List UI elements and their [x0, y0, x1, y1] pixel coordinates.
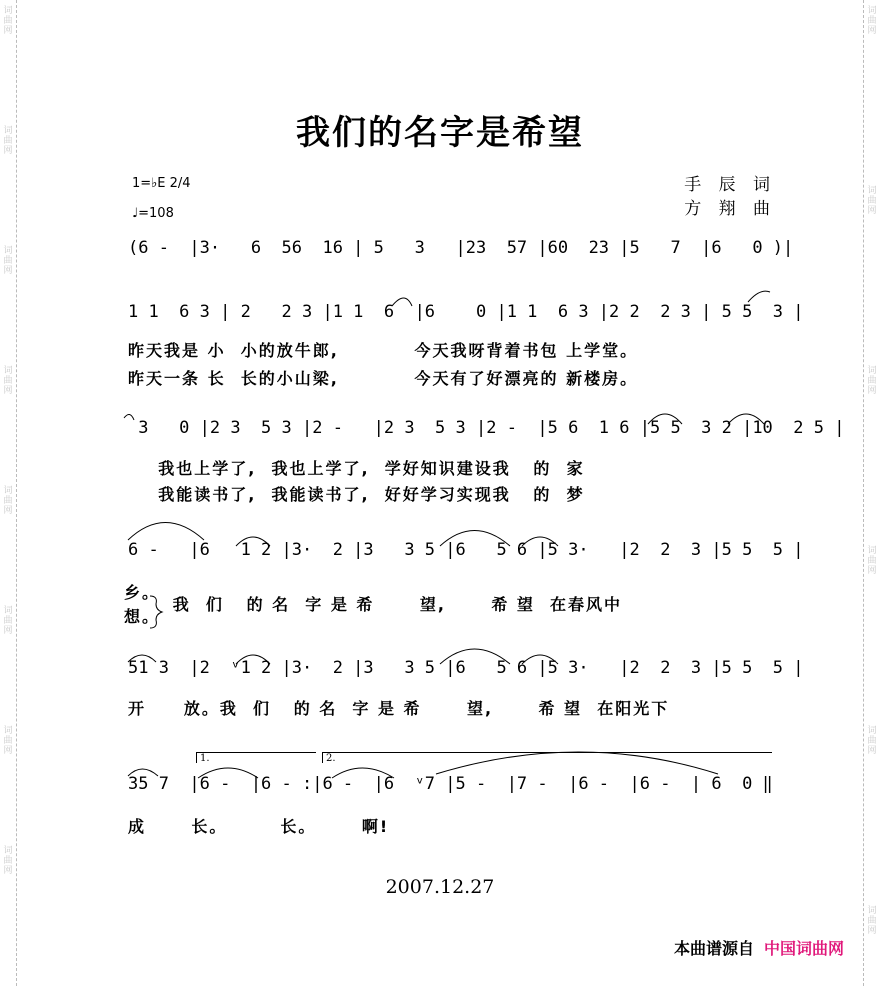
song-title: 我们的名字是希望 — [296, 113, 584, 153]
slur-mark — [522, 537, 558, 546]
lyric-chorus-row2: 开 放。我 们 的 名 字 是 希 望, 希 望 在阳光下 — [128, 699, 670, 718]
slur-mark — [198, 768, 258, 778]
lyric-verse1-row1: 昨天我是 小 小的放牛郎, 今天我呀背着书包 上学堂。 — [128, 341, 639, 360]
lyric-ending-verse2: 想。 — [124, 607, 161, 626]
watermark-text: 词 曲 网 — [867, 906, 877, 936]
watermark-text: 词 曲 网 — [3, 486, 13, 516]
slur-mark — [332, 768, 394, 778]
slur-mark — [648, 414, 682, 424]
slur-mark — [440, 649, 510, 664]
watermark-text: 词 曲 网 — [867, 186, 877, 216]
lyric-verse2-row2: 我能读书了, 我能读书了, 好好学习实现我 的 梦 — [128, 485, 585, 504]
lyric-chorus-row1: 我 们 的 名 字 是 希 望, 希 望 在春风中 — [150, 595, 623, 614]
notation-row-5: 35 7 |6 - |6 - :|6 - |6 ᵛ7 |5 - |7 - |6 - |6 - | 6 0 ‖ — [128, 774, 773, 794]
notation-row-1: 1 1 6 3 | 2 2 3 |1 1 6 |6 0 |1 1 6 3 |2 2 2 3 | 5 5 3 | — [128, 302, 804, 322]
volta-second-ending: 2. — [322, 752, 772, 763]
notation-row-intro: (6 - |3· 6 56 16 | 5 3 |23 57 |60 23 |5 7 |6 0 )| — [128, 238, 794, 258]
watermark-text: 词 曲 网 — [3, 246, 13, 276]
date-text: 2007.12.27 — [385, 876, 495, 898]
slur-mark — [436, 752, 718, 774]
watermark-text: 词 曲 网 — [3, 6, 13, 36]
slur-mark — [128, 523, 204, 541]
slur-mark — [440, 531, 510, 547]
lyric-ending-verse1: 乡。 — [124, 583, 161, 602]
time-signature: 2/4 — [169, 176, 191, 191]
composer-credit: 方 翔 曲 — [684, 199, 776, 219]
notation-row-4: 51 3 |2 ᵛ1 2 |3· 2 |3 3 5 |6 5 6 |5 3· |2 2 3 |5 5 5 | — [128, 658, 804, 678]
slur-mark — [236, 537, 270, 546]
slur-mark — [728, 414, 764, 424]
key-signature: 1=♭E 2/4 — [132, 176, 191, 191]
slur-mark — [128, 769, 158, 776]
lyric-verse1-row2: 我也上学了, 我也上学了, 学好知识建设我 的 家 — [128, 459, 585, 478]
tempo-marking: ♩=108 — [132, 206, 174, 221]
notation-row-2: 3 0 |2 3 5 3 |2 - |2 3 5 3 |2 - |5 6 1 6 |5 5 3 2 |10 2 5 | — [128, 418, 845, 438]
slur-mark — [748, 291, 770, 302]
slur-mark — [124, 414, 134, 420]
watermark-text: 词 曲 网 — [3, 846, 13, 876]
slur-mark — [522, 655, 558, 664]
watermark-text: 词 曲 网 — [867, 366, 877, 396]
watermark-text: 词 曲 网 — [3, 366, 13, 396]
watermark-text: 词 曲 网 — [867, 726, 877, 756]
slur-mark — [128, 655, 156, 662]
source-site-link[interactable]: 中国词曲网 — [763, 939, 844, 958]
slur-mark — [392, 298, 412, 306]
lyric-final-row: 成 长。 长。 啊! — [128, 817, 390, 836]
watermark-text: 词 曲 网 — [867, 546, 877, 576]
verse-brace — [150, 596, 162, 628]
lyricist-credit: 手 辰 词 — [684, 175, 776, 195]
lyric-verse2-row1: 昨天一条 长 长的小山梁, 今天有了好漂亮的 新楼房。 — [128, 369, 639, 388]
watermark-text: 词 曲 网 — [3, 726, 13, 756]
volta-first-ending: 1. — [196, 752, 316, 763]
slur-mark — [236, 655, 270, 664]
source-label: 本曲谱源自 — [673, 939, 754, 958]
notation-row-3: 6 - |6 1 2 |3· 2 |3 3 5 |6 5 6 |5 3· |2 2 3 |5 5 5 | — [128, 540, 804, 560]
watermark-text: 词 曲 网 — [867, 6, 877, 36]
source-credit — [674, 936, 844, 959]
watermark-text: 词 曲 网 — [3, 606, 13, 636]
watermark-text: 词 曲 网 — [3, 126, 13, 156]
